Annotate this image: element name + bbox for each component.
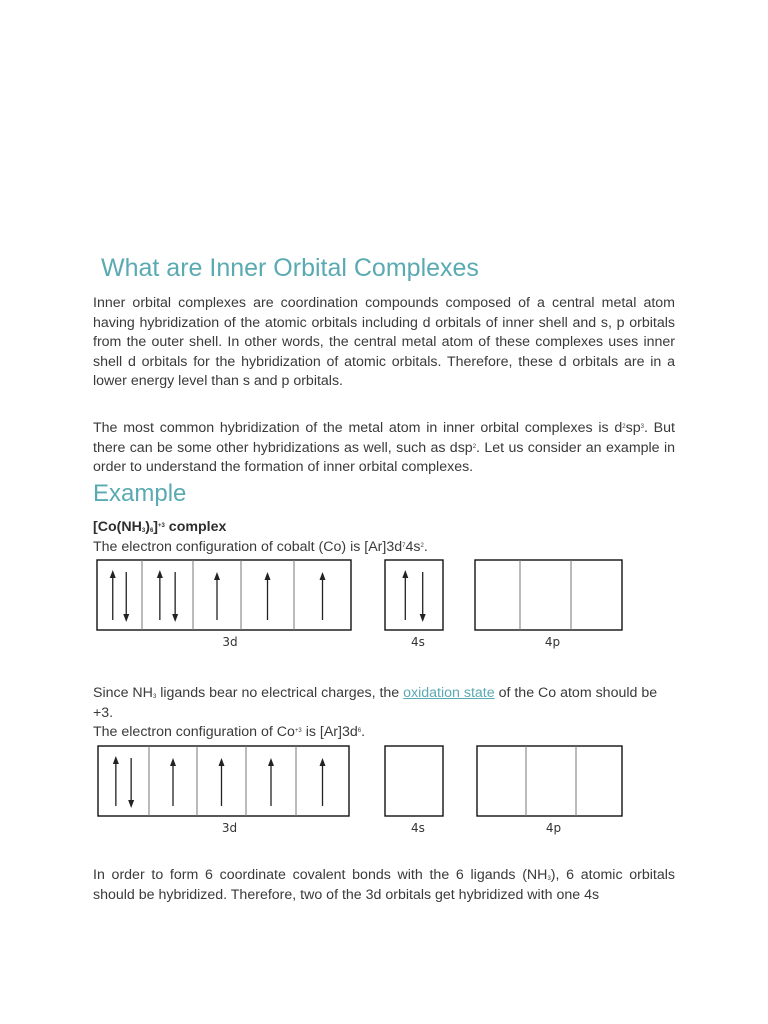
orbital-label-p: 4p: [544, 635, 561, 649]
orbital-label-d: 3d: [222, 635, 238, 649]
orbital-label-s: 4s: [411, 635, 425, 649]
oxidation-paragraph: Since $NH_3$ ligands bear no electrical charges, the oxidation state of the Co atom should be +3. The electron configuration of $Co^{+3}$ is $[Ar]3d^6$.: [93, 685, 658, 740]
page-title: What are Inner Orbital Complexes: [101, 254, 479, 282]
d-orbital-4-up-arrow-icon: [320, 572, 326, 620]
orbital-box-4p: [475, 560, 622, 630]
hybridization-paragraph: The most common hybridization of the metal atom in inner orbital complexes is $d^2sp^3$. But there can be some other hybridizations as well, such as dsp$^2$. Let us consider an example in order to understand the formation of inner orbital complexes.: [93, 420, 675, 475]
orbital-label-d: 3d: [221, 821, 238, 835]
d-orbital-3-up-arrow-icon: [268, 758, 274, 806]
d-orbital-1-up-arrow-icon: [170, 758, 176, 806]
d-orbital-0-up-arrow-icon: [110, 570, 116, 620]
d-orbital-4-up-arrow-icon: [320, 758, 326, 806]
example-block: [93, 518, 675, 557]
orbital-label-p: 4p: [545, 821, 562, 835]
oxidation-state-link[interactable]: oxidation state: [403, 685, 495, 701]
d-orbital-0-down-arrow-icon: [128, 758, 134, 808]
d-orbital-2-up-arrow-icon: [214, 572, 220, 620]
intro-paragraph: Inner orbital complexes are coordination compounds composed of a central metal atom having hybridization of the atomic orbitals including d orbitals of inner shell and s, p orbitals from the outer shell. In other words, the central metal atom of these complexes uses inner shell d orbitals for the hybridization of atomic orbitals. Therefore, these d orbitals are in a lower energy level than s and p orbitals.: [93, 295, 675, 389]
s-orbital-0-up-arrow-icon: [402, 570, 408, 620]
d-orbital-3-up-arrow-icon: [265, 572, 271, 620]
orbital-label-s: 4s: [411, 821, 425, 835]
example-heading: Example: [93, 480, 187, 507]
cobalt-configuration: The electron configuration of cobalt (Co) is $[Ar]3d^74s^2$.: [93, 538, 428, 555]
d-orbital-0-up-arrow-icon: [113, 756, 119, 806]
d-orbital-1-up-arrow-icon: [157, 570, 163, 620]
orbital-diagram-co3: [93, 742, 633, 842]
orbital-box-4s: [385, 746, 443, 816]
orbital-box-4s: [385, 560, 443, 630]
d-orbital-0-down-arrow-icon: [123, 572, 129, 622]
s-orbital-0-down-arrow-icon: [420, 572, 426, 622]
orbital-diagram-cobalt: [93, 556, 633, 656]
orbital-box-3d: [98, 746, 349, 816]
complex-label: $[Co(NH_3)_6]^{+3}$ complex: [93, 519, 227, 535]
orbital-box-3d: [97, 560, 351, 630]
d-orbital-2-up-arrow-icon: [219, 758, 225, 806]
orbital-box-4p: [477, 746, 622, 816]
co3-configuration: The electron configuration of $Co^{+3}$ is $[Ar]3d^6$.: [93, 724, 366, 740]
final-paragraph: In order to form 6 coordinate covalent bonds with the 6 ligands $(NH_3)$, 6 atomic orbitals should be hybridized. Therefore, two of the 3d orbitals get hybridized with one 4s: [93, 867, 676, 903]
d-orbital-1-down-arrow-icon: [172, 572, 178, 622]
